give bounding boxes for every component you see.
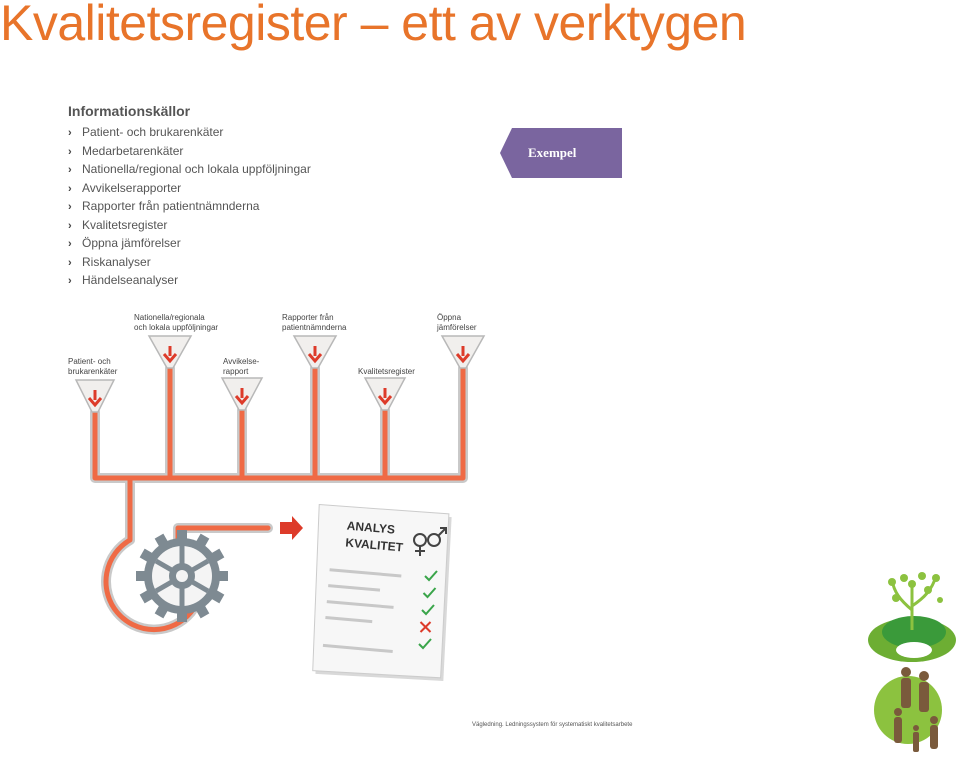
chevron-right-icon: ›	[68, 182, 72, 195]
chevron-right-icon: ›	[68, 201, 72, 213]
gear-icon	[136, 530, 228, 622]
funnel-1	[76, 380, 114, 412]
example-label: Exempel	[528, 145, 577, 160]
chevron-right-icon: ›	[68, 219, 72, 232]
list-item-label: Medarbetarenkäter	[82, 143, 184, 158]
funnel-label-3: Avvikelse- rapport	[223, 357, 260, 376]
list-item-label: Riskanalyser	[82, 254, 151, 269]
funnel-label-1: Patient- och brukarenkäter	[68, 357, 118, 376]
list-item-label: Patient- och brukarenkäter	[82, 125, 224, 139]
funnel-3	[222, 378, 262, 410]
list-item-label: Rapporter från patientnämnderna	[82, 199, 260, 213]
funnel-6	[442, 336, 484, 368]
funnel-label-5: Kvalitetsregister	[358, 367, 415, 376]
funnel-label-2: Nationella/regionala och lokala uppföljningar	[134, 313, 219, 332]
sources-heading: Informationskällor	[68, 103, 191, 119]
list-item-label: Öppna jämförelser	[82, 236, 181, 250]
slide-title: Kvalitetsregister – ett av verktygen	[0, 0, 747, 51]
list-item-label: Händelseanalyser	[82, 273, 179, 287]
tree-logo	[868, 572, 956, 752]
chevron-right-icon: ›	[68, 145, 72, 158]
funnel-2	[149, 336, 191, 368]
list-item-label: Avvikelserapporter	[82, 180, 182, 195]
funnel-label-4: Rapporter från patientnämnderna	[282, 313, 347, 332]
chevron-right-icon: ›	[68, 275, 72, 287]
arrow-right-icon	[280, 516, 303, 540]
chevron-right-icon: ›	[68, 256, 72, 269]
chevron-right-icon: ›	[68, 164, 72, 176]
chevron-right-icon: ›	[68, 127, 72, 139]
chevron-right-icon: ›	[68, 238, 72, 250]
funnel-4	[294, 336, 336, 368]
list-item-label: Nationella/regional och lokala uppföljningar	[82, 162, 311, 176]
document-title: ANALYS KVALITET	[344, 518, 404, 555]
list-item-label: Kvalitetsregister	[82, 217, 168, 232]
funnel-5	[365, 378, 405, 410]
source-caption: Vägledning. Ledningssystem för systematiskt kvalitetsarbete	[472, 722, 633, 728]
funnel-label-6: Öppna jämförelser	[437, 313, 477, 332]
